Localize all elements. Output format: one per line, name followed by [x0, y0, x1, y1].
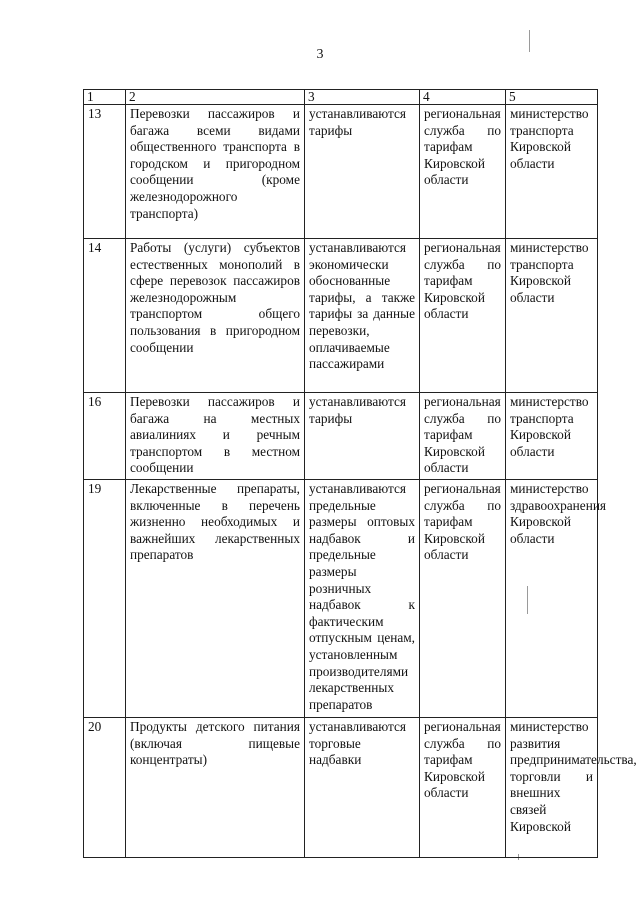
regulator-cell: региональная служба по тарифам Кировской области — [420, 393, 506, 480]
scan-mark — [529, 30, 530, 52]
column-header-1: 1 — [84, 90, 126, 105]
regulator-cell: региональная служба по тарифам Кировской области — [420, 479, 506, 717]
item-cell: Продукты детского питания (включая пищевые концентраты) — [126, 717, 305, 857]
column-header-3: 3 — [305, 90, 420, 105]
regulation-cell: устанавливаются экономически обоснованные тарифы, а также тарифы за данные перевозки, оплачиваемые пассажирами — [305, 239, 420, 393]
ministry-cell: министерство развития предпринимательства, торговли и внешних связей Кировской — [506, 717, 598, 857]
ministry-cell: министерство транспорта Кировской области — [506, 239, 598, 393]
item-cell: Лекарственные препараты, включенные в перечень жизненно необходимых и важнейших лекарственных препаратов — [126, 479, 305, 717]
table-row — [84, 105, 598, 239]
row-number: 13 — [84, 105, 126, 239]
item-cell: Работы (услуги) субъектов естественных монополий в сфере перевозок пассажиров железнодорожным транспортом общего пользования в пригородном сообщении — [126, 239, 305, 393]
regulation-cell: устанавливаются торговые надбавки — [305, 717, 420, 857]
page-number: 3 — [316, 47, 324, 62]
regulator-cell: региональная служба по тарифам Кировской области — [420, 717, 506, 857]
column-header-2: 2 — [126, 90, 305, 105]
row-number: 20 — [84, 717, 126, 857]
table-header-row — [84, 90, 598, 105]
regulator-cell: региональная служба по тарифам Кировской области — [420, 239, 506, 393]
regulation-cell: устанавливаются тарифы — [305, 105, 420, 239]
regulation-cell: устанавливаются тарифы — [305, 393, 420, 480]
row-number: 16 — [84, 393, 126, 480]
column-header-5: 5 — [506, 90, 598, 105]
table-row — [84, 393, 598, 480]
row-number: 19 — [84, 479, 126, 717]
ministry-cell: министерство транспорта Кировской области — [506, 393, 598, 480]
column-header-4: 4 — [420, 90, 506, 105]
item-cell: Перевозки пассажиров и багажа на местных авиалиниях и речным транспортом в местном сообщении — [126, 393, 305, 480]
regulator-cell: региональная служба по тарифам Кировской области — [420, 105, 506, 239]
ministry-cell: министерство транспорта Кировской области — [506, 105, 598, 239]
regulation-table — [83, 89, 637, 858]
table-row — [84, 717, 598, 857]
item-cell: Перевозки пассажиров и багажа всеми видами общественного транспорта в городском и пригородном сообщении (кроме железнодорожного транспорта) — [126, 105, 305, 239]
row-number: 14 — [84, 239, 126, 393]
table-row — [84, 479, 598, 717]
table-row — [84, 239, 598, 393]
regulation-cell: устанавливаются предельные размеры оптовых надбавок и предельные размеры розничных надбавок к фактическим отпускным ценам, установленным производителями лекарственных препаратов — [305, 479, 420, 717]
ministry-cell: министерство здравоохранения Кировской области — [506, 479, 598, 717]
